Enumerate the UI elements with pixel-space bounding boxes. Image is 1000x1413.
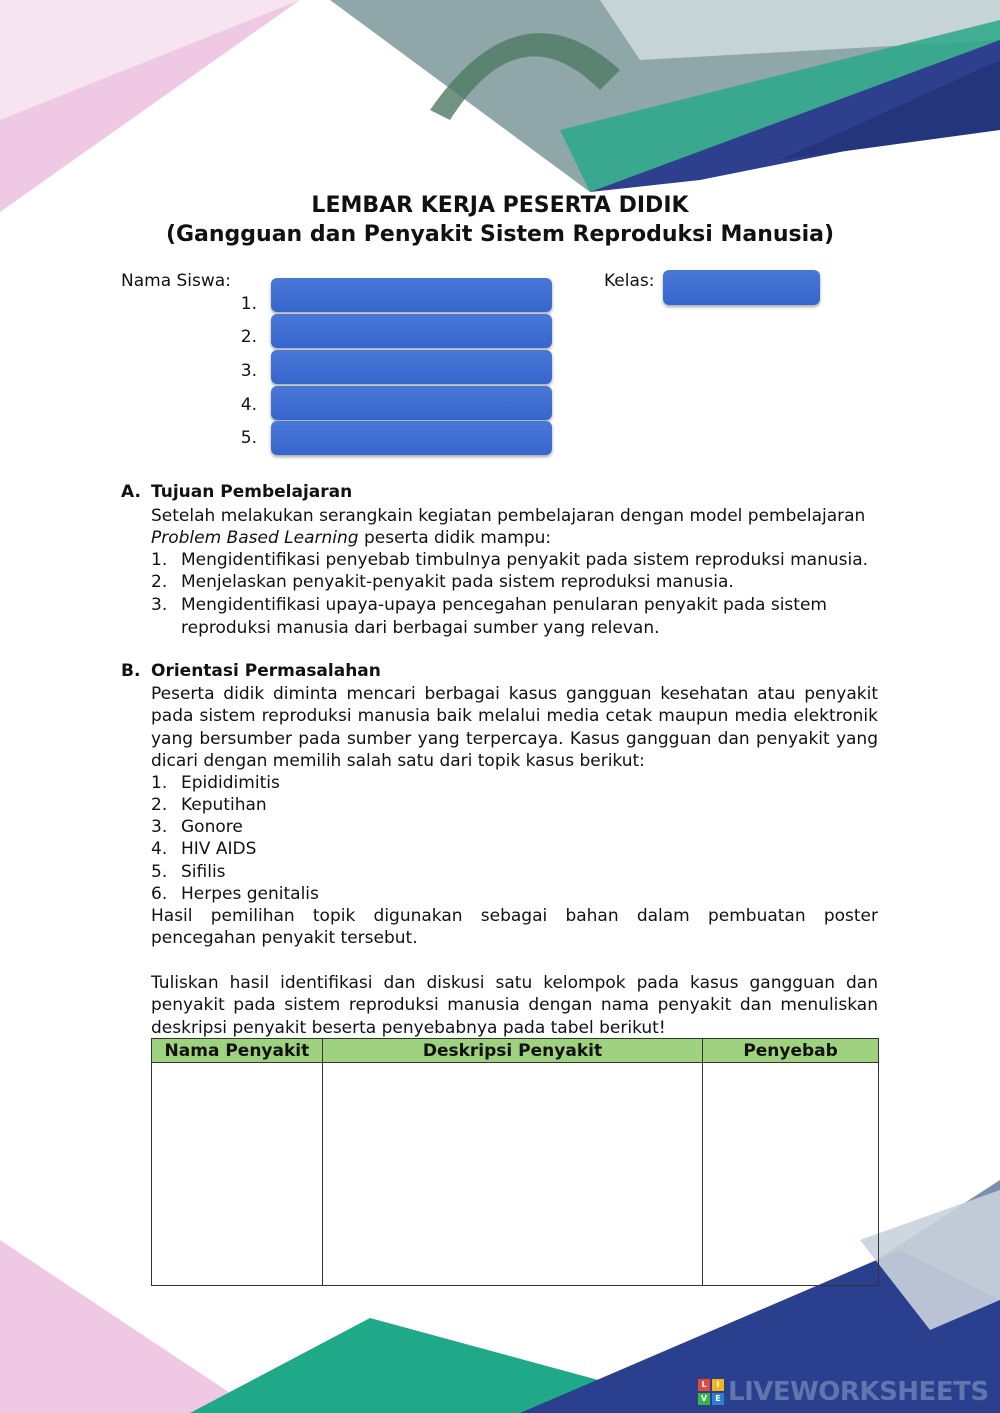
section-b-intro: Peserta didik diminta mencari berbagai kasus gangguan kesehatan atau penyakit pada sistem reproduksi manusia baik melalui media cetak maupun media elektronik yang bersumber pada sumber yang terpercaya. Kasus gangguan dan penyakit yang dicari dengan memilih salah satu dari topik kasus berikut: xyxy=(151,684,878,771)
student-name-input-3[interactable] xyxy=(271,350,552,384)
topic-item-2: 2. Keputihan xyxy=(151,795,267,815)
table-header-row xyxy=(152,1039,879,1063)
student-name-input-4[interactable] xyxy=(271,386,552,420)
class-input[interactable] xyxy=(663,270,820,305)
section-a-letter: A. xyxy=(121,482,141,502)
header-deskripsi-penyakit: Deskripsi Penyakit xyxy=(322,1039,702,1063)
liveworksheets-text: LIVEWORKSHEETS xyxy=(728,1377,989,1407)
topic-item-3: 3. Gonore xyxy=(151,817,243,837)
page-subtitle: (Gangguan dan Penyakit Sistem Reproduksi Manusia) xyxy=(165,222,835,247)
section-a-intro-italic: Problem Based Learning xyxy=(151,528,359,549)
section-b-instruction: Tuliskan hasil identifikasi dan diskusi satu kelompok pada kasus gangguan dan penyakit pada sistem reproduksi manusia dengan nama penyakit dan menuliskan deskripsi penyakit beserta penyebabnya pada tabel berikut! xyxy=(151,973,878,1038)
class-label: Kelas: xyxy=(604,271,655,291)
objective-item-2: 2. Menjelaskan penyakit-penyakit pada sistem reproduksi manusia. xyxy=(151,572,734,592)
objective-item-1: 1. Mengidentifikasi penyebab timbulnya penyakit pada sistem reproduksi manusia. xyxy=(151,550,869,570)
section-b-title: Orientasi Permasalahan xyxy=(151,661,381,681)
objective-item-3: 3. Mengidentifikasi upaya-upaya pencegahan penularan penyakit pada sistem xyxy=(151,595,827,615)
topic-item-5: 5. Sifilis xyxy=(151,862,226,882)
student-number-2: 2. xyxy=(240,327,257,347)
topic-item-4: 4. HIV AIDS xyxy=(151,839,257,859)
liveworksheets-logo-icon: L I V E xyxy=(698,1379,724,1405)
section-a-intro-rest: peserta didik mampu: xyxy=(358,528,552,549)
section-a-intro-text: Setelah melakukan serangkain kegiatan pembelajaran dengan model pembelajaran xyxy=(151,506,866,526)
student-number-3: 3. xyxy=(240,361,257,381)
header-nama-penyakit: Nama Penyakit xyxy=(152,1039,323,1063)
topic-item-6: 6. Herpes genitalis xyxy=(151,884,319,904)
student-number-5: 5. xyxy=(240,428,257,448)
disease-table xyxy=(151,1038,879,1286)
name-label: Nama Siswa: xyxy=(121,271,231,291)
section-a-title: Tujuan Pembelajaran xyxy=(151,482,353,502)
student-name-input-2[interactable] xyxy=(271,314,552,348)
table-row xyxy=(152,1063,879,1286)
section-b-letter: B. xyxy=(121,661,141,681)
cell-nama-penyakit[interactable] xyxy=(152,1063,323,1286)
section-a-intro xyxy=(151,505,878,550)
liveworksheets-watermark xyxy=(698,1378,989,1406)
topic-item-1: 1. Epididimitis xyxy=(151,773,280,793)
student-number-4: 4. xyxy=(240,395,257,415)
cell-deskripsi-penyakit[interactable] xyxy=(322,1063,702,1286)
header-penyebab: Penyebab xyxy=(703,1039,879,1063)
cell-penyebab[interactable] xyxy=(703,1063,879,1286)
student-name-input-1[interactable] xyxy=(271,278,552,312)
page-title: LEMBAR KERJA PESERTA DIDIK xyxy=(311,193,689,218)
student-number-1: 1. xyxy=(240,294,257,314)
section-b-after: Hasil pemilihan topik digunakan sebagai bahan dalam pembuatan poster pencegahan penyakit tersebut. xyxy=(151,906,878,949)
student-name-input-5[interactable] xyxy=(271,421,552,455)
objective-item-3-cont: reproduksi manusia dari berbagai sumber yang relevan. xyxy=(181,618,660,638)
